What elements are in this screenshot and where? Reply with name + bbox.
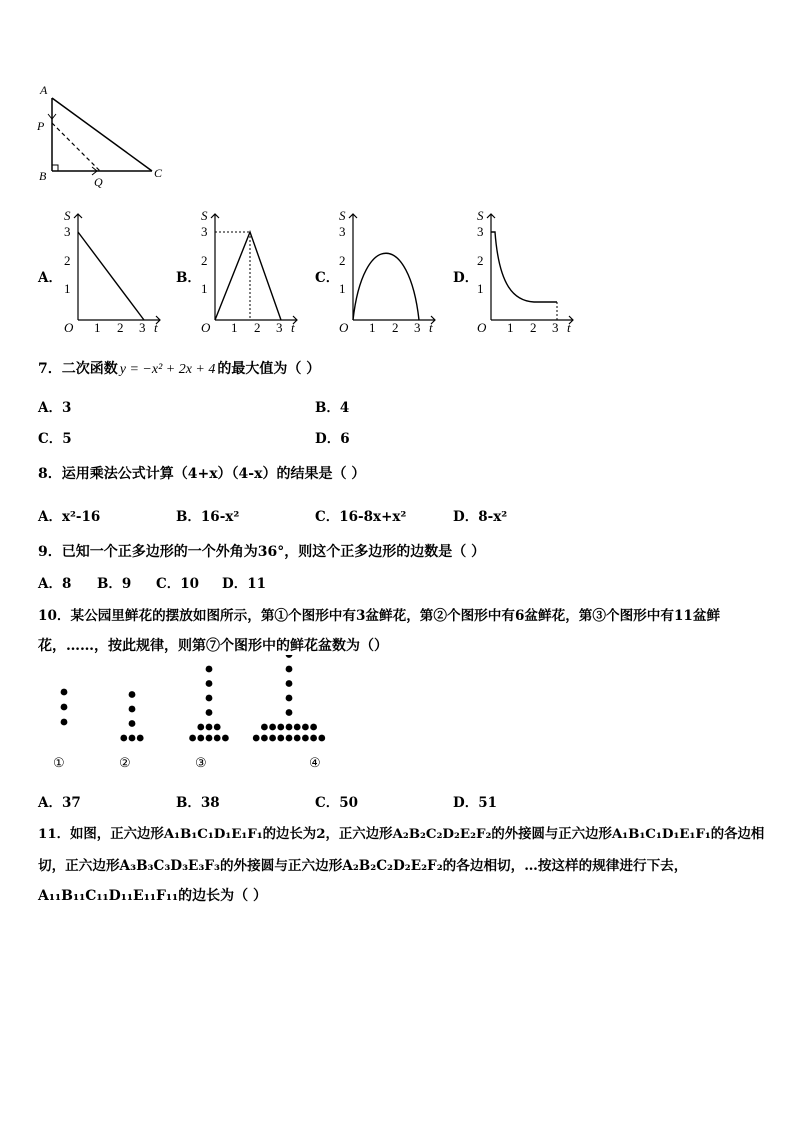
svg-text:3: 3 bbox=[276, 320, 283, 335]
flower-dot bbox=[253, 735, 260, 742]
svg-text:2: 2 bbox=[339, 253, 346, 268]
svg-text:S: S bbox=[477, 208, 484, 223]
flower-dot bbox=[197, 724, 204, 731]
flower-dot bbox=[129, 706, 136, 713]
question-11-line-1: 11．如图，正六边形A₁B₁C₁D₁E₁F₁的边长为2，正六边形A₂B₂C₂D₂E₂F₂的外接圆与正六边形A₁B₁C₁D₁E₁F₁的各边相 bbox=[38, 826, 765, 842]
svg-text:1: 1 bbox=[369, 320, 376, 335]
svg-text:t: t bbox=[567, 320, 571, 335]
q8-option-a[interactable]: A．x²-16 bbox=[38, 509, 101, 525]
q9-option-a[interactable]: A．8 bbox=[38, 576, 72, 592]
svg-text:2: 2 bbox=[117, 320, 124, 335]
svg-text:1: 1 bbox=[201, 281, 208, 296]
svg-text:3: 3 bbox=[139, 320, 146, 335]
svg-text:3: 3 bbox=[414, 320, 421, 335]
q6-option-c-label: C． bbox=[315, 270, 340, 286]
flower-dot bbox=[137, 735, 144, 742]
q9-option-c[interactable]: C．10 bbox=[156, 576, 200, 592]
flower-dot bbox=[286, 724, 293, 731]
svg-text:t: t bbox=[429, 320, 433, 335]
svg-text:3: 3 bbox=[201, 224, 208, 239]
flower-dot bbox=[286, 735, 293, 742]
question-7: 7．二次函数 y = −x² + 2x + 4 的最大值为（ ） bbox=[38, 361, 321, 377]
q10-option-a[interactable]: A．37 bbox=[38, 795, 81, 811]
flower-dot bbox=[294, 735, 301, 742]
q6-option-b-label: B． bbox=[176, 270, 201, 286]
flower-dot bbox=[261, 724, 268, 731]
q8-option-c[interactable]: C．16-8x+x² bbox=[315, 509, 407, 525]
q7-option-c[interactable]: C．5 bbox=[38, 431, 72, 447]
q9-option-b[interactable]: B．9 bbox=[97, 576, 132, 592]
flower-dot bbox=[286, 709, 293, 716]
flower-dot bbox=[206, 666, 213, 673]
question-8: 8．运用乘法公式计算（4+x）（4-x）的结果是（ ） bbox=[38, 466, 366, 482]
question-10-line-1: 10．某公园里鲜花的摆放如图所示，第①个图形中有3盆鲜花，第②个图形中有6盆鲜花，第③个图形中有11盆鲜 bbox=[38, 608, 721, 624]
flower-dot bbox=[269, 724, 276, 731]
svg-text:t: t bbox=[154, 320, 158, 335]
flower-dot bbox=[294, 724, 301, 731]
flower-dot bbox=[206, 695, 213, 702]
flower-dot bbox=[206, 724, 213, 731]
pattern-label-4: ④ bbox=[309, 755, 321, 770]
flower-dot bbox=[206, 735, 213, 742]
flower-dot bbox=[129, 735, 136, 742]
flower-dot bbox=[261, 735, 268, 742]
flower-dot bbox=[277, 724, 284, 731]
svg-text:t: t bbox=[291, 320, 295, 335]
svg-text:1: 1 bbox=[507, 320, 514, 335]
svg-text:2: 2 bbox=[392, 320, 399, 335]
pattern-label-3: ③ bbox=[195, 755, 207, 770]
svg-text:O: O bbox=[477, 320, 487, 335]
svg-text:3: 3 bbox=[64, 224, 71, 239]
flower-dot bbox=[318, 735, 325, 742]
flower-dot bbox=[277, 735, 284, 742]
question-11-line-3: A₁₁B₁₁C₁₁D₁₁E₁₁F₁₁的边长为（ ） bbox=[38, 888, 268, 904]
flower-dot bbox=[120, 735, 127, 742]
vertex-Q: Q bbox=[94, 175, 103, 188]
svg-text:3: 3 bbox=[477, 224, 484, 239]
flower-dot bbox=[61, 689, 68, 696]
svg-text:1: 1 bbox=[339, 281, 346, 296]
graph-d bbox=[469, 206, 579, 336]
q7-option-d[interactable]: D．6 bbox=[315, 431, 350, 447]
graph-b bbox=[193, 206, 303, 336]
q7-option-b[interactable]: B．4 bbox=[315, 400, 350, 416]
flower-dot bbox=[269, 735, 276, 742]
flower-dot bbox=[302, 735, 309, 742]
flower-dot bbox=[197, 735, 204, 742]
svg-text:1: 1 bbox=[64, 281, 71, 296]
svg-text:O: O bbox=[64, 320, 74, 335]
flower-dot bbox=[286, 666, 293, 673]
flower-dot bbox=[310, 735, 317, 742]
flower-dot bbox=[206, 709, 213, 716]
q9-option-d[interactable]: D．11 bbox=[222, 576, 266, 592]
q7-option-a[interactable]: A．3 bbox=[38, 400, 72, 416]
flower-dot bbox=[129, 691, 136, 698]
flower-dot bbox=[310, 724, 317, 731]
svg-text:O: O bbox=[201, 320, 211, 335]
svg-text:O: O bbox=[339, 320, 349, 335]
svg-text:S: S bbox=[201, 208, 208, 223]
svg-text:2: 2 bbox=[530, 320, 537, 335]
q6-option-d-label: D． bbox=[453, 270, 479, 286]
svg-text:3: 3 bbox=[339, 224, 346, 239]
svg-text:S: S bbox=[339, 208, 346, 223]
triangle-figure bbox=[30, 78, 180, 188]
svg-text:2: 2 bbox=[477, 253, 484, 268]
q10-option-d[interactable]: D．51 bbox=[453, 795, 497, 811]
q8-option-d[interactable]: D．8-x² bbox=[453, 509, 508, 525]
svg-text:S: S bbox=[64, 208, 71, 223]
question-10-line-2: 花，……，按此规律，则第⑦个图形中的鲜花盆数为（） bbox=[38, 638, 388, 654]
flower-dot bbox=[214, 735, 221, 742]
graph-c bbox=[331, 206, 441, 336]
flower-dot bbox=[61, 704, 68, 711]
vertex-B: B bbox=[39, 169, 47, 183]
flower-dot bbox=[189, 735, 196, 742]
pattern-label-1: ① bbox=[53, 755, 65, 770]
flower-dot bbox=[129, 720, 136, 727]
flower-dot bbox=[286, 695, 293, 702]
svg-text:1: 1 bbox=[477, 281, 484, 296]
flower-dot bbox=[302, 724, 309, 731]
flower-dot bbox=[286, 655, 293, 658]
q8-option-b[interactable]: B．16-x² bbox=[176, 509, 240, 525]
svg-text:2: 2 bbox=[254, 320, 261, 335]
svg-text:2: 2 bbox=[64, 253, 71, 268]
q6-option-a-label: A． bbox=[38, 270, 62, 286]
flower-dot bbox=[61, 719, 68, 726]
vertex-P: P bbox=[37, 119, 45, 133]
vertex-C: C bbox=[154, 166, 163, 180]
flower-dot bbox=[206, 680, 213, 687]
flower-pattern-figure bbox=[40, 655, 340, 780]
question-9: 9．已知一个正多边形的一个外角为36°，则这个正多边形的边数是（ ） bbox=[38, 544, 486, 560]
graph-a bbox=[56, 206, 166, 336]
axes bbox=[74, 214, 160, 324]
flower-dot bbox=[222, 735, 229, 742]
pattern-label-2: ② bbox=[119, 755, 131, 770]
svg-text:1: 1 bbox=[231, 320, 238, 335]
svg-text:3: 3 bbox=[552, 320, 559, 335]
svg-text:1: 1 bbox=[94, 320, 101, 335]
q7-formula: y = −x² + 2x + 4 bbox=[119, 362, 216, 377]
vertex-A: A bbox=[40, 83, 48, 97]
flower-dot bbox=[286, 680, 293, 687]
svg-text:2: 2 bbox=[201, 253, 208, 268]
q10-option-b[interactable]: B．38 bbox=[176, 795, 220, 811]
flower-dot bbox=[214, 724, 221, 731]
q10-option-c[interactable]: C．50 bbox=[315, 795, 359, 811]
question-11-line-2: 切，正六边形A₃B₃C₃D₃E₃F₃的外接圆与正六边形A₂B₂C₂D₂E₂F₂的各边相切，…按这样的规律进行下去， bbox=[38, 858, 688, 874]
